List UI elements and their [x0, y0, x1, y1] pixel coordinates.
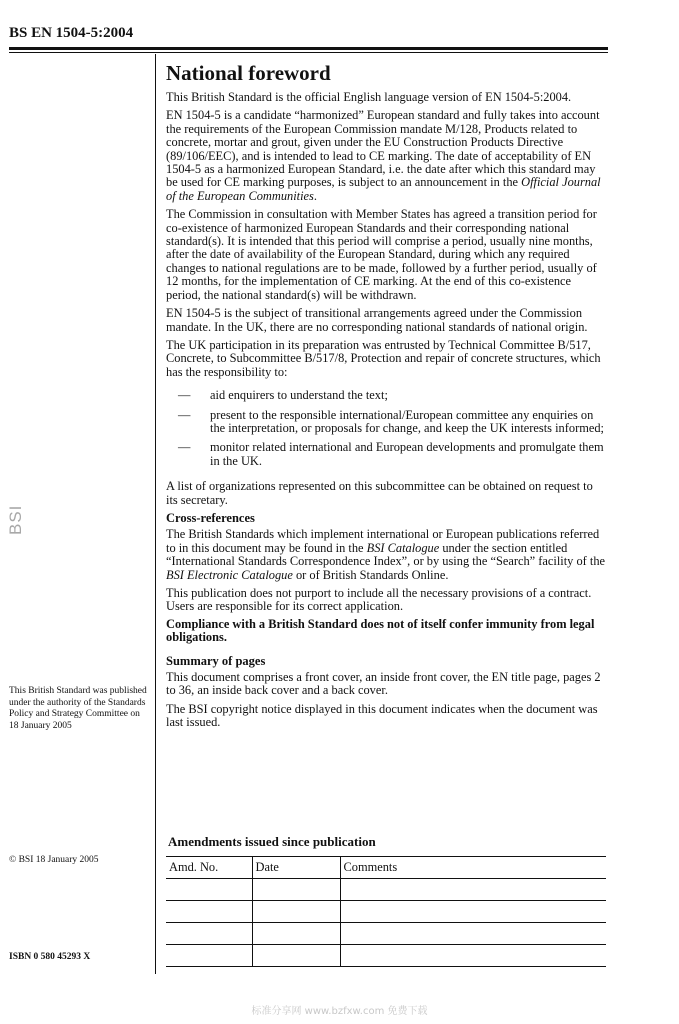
- list-item-text: aid enquirers to understand the text;: [210, 388, 388, 403]
- table-cell: [166, 901, 252, 923]
- table-header-row: [166, 857, 606, 879]
- publication-note: This British Standard was published under the authority of the Standards Policy and Strategy Committee on 18 January 2005: [9, 686, 147, 731]
- copyright-line: © BSI 18 January 2005: [9, 855, 99, 865]
- list-item-text: present to the responsible international/European committee any enquiries on the interpretation, or proposals for change, and keep the UK interests informed;: [210, 407, 604, 435]
- table-cell: [166, 879, 252, 901]
- journal-punct: .: [313, 188, 317, 203]
- table-cell: [340, 879, 606, 901]
- cross-ref-text-c: or of British Standards Online.: [292, 567, 449, 582]
- table-row: [166, 923, 606, 945]
- table-cell: [340, 923, 606, 945]
- column-header-date: Date: [252, 857, 340, 879]
- main-column: [166, 60, 606, 735]
- paragraph-transition-period: The Commission in consultation with Member States has agreed a transition period for co-existence of harmonized European Standards and their corresponding national standard(s). It is intended that this period will comprise a period, usually nine months, after the date of availability of the European Standard, during which any required changes to national regulations are to be made, followed by a further period, usually of 12 months, for the implementation of CE marking. At the end of this co-existence period, the national standard(s) will be withdrawn.: [166, 207, 597, 302]
- paragraph-compliance: Compliance with a British Standard does not of itself confer immunity from legal obligations.: [166, 616, 595, 645]
- table-cell: [252, 901, 340, 923]
- paragraph-organizations: A list of organizations represented on this subcommittee can be obtained on request to its secretary.: [166, 479, 593, 507]
- table-cell: [340, 945, 606, 967]
- list-item: [166, 389, 606, 402]
- paragraph-transitional-arrangements: EN 1504-5 is the subject of transitional arrangements agreed under the Commission mandate. In the UK, there are no corresponding national standards of national origin.: [166, 306, 588, 334]
- list-dash: —: [178, 388, 191, 403]
- paragraph-harmonized-text: EN 1504-5 is a candidate “harmonized” European standard and fully takes into account the requirements of the European Commission mandate M/128, Products related to concrete, mortar and grout, given under the EU Construction Products Directive (89/106/EEC), and is intended to lead to CE marking. The date of acceptability of EN 1504-5 as a harmonized European Standard, i.e. the date after which this standard may be used for CE marking purposes, is subject to an announcement in the: [166, 108, 600, 190]
- cross-ref-text-a: The British Standards which implement international or European publications referred to in this document may be found in the: [166, 527, 600, 555]
- paragraph-summary-pages: This document comprises a front cover, an inside front cover, the EN title page, pages 2 to 36, an inside back cover and a back cover.: [166, 670, 601, 698]
- summary-heading: Summary of pages: [166, 653, 266, 668]
- amendments-title: Amendments issued since publication: [168, 834, 376, 849]
- list-item-text: monitor related international and European developments and promulgate them in the UK.: [210, 440, 604, 468]
- isbn: ISBN 0 580 45293 X: [9, 952, 91, 962]
- document-code-header: BS EN 1504-5:2004: [9, 25, 134, 41]
- table-cell: [166, 923, 252, 945]
- cross-ref-text-b: under the section entitled “International Standards Correspondence Index”, or by using the “Search” facility of the: [166, 540, 606, 569]
- column-header-amd-no: Amd. No.: [166, 857, 252, 879]
- list-item: [166, 441, 606, 468]
- journal-title: Official Journal of the European Communities: [166, 175, 601, 203]
- table-row: [166, 879, 606, 901]
- table-row: [166, 901, 606, 923]
- page-title: National foreword: [166, 61, 331, 85]
- table-cell: [166, 945, 252, 967]
- watermark-footer: 标准分享网 www.bzfxw.com 免费下载: [251, 1006, 428, 1017]
- paragraph-official-version: This British Standard is the official English language version of EN 1504-5:2004.: [166, 90, 572, 104]
- list-item: [166, 409, 606, 436]
- table-cell: [252, 945, 340, 967]
- paragraph-copyright-notice: The BSI copyright notice displayed in this document indicates when the document was last issued.: [166, 701, 598, 730]
- margin-divider: [155, 54, 156, 974]
- table-cell: [252, 879, 340, 901]
- paragraph-uk-participation: The UK participation in its preparation was entrusted by Technical Committee B/517, Concrete, to Subcommittee B/517/8, Protection and repair of concrete structures, which has the responsibility to:: [166, 337, 601, 379]
- header-thick-rule: [9, 47, 608, 50]
- list-dash: —: [178, 440, 191, 455]
- bsi-electronic-catalogue: BSI Electronic Catalogue: [166, 567, 293, 582]
- table-row: [166, 945, 606, 967]
- bsi-catalogue: BSI Catalogue: [366, 540, 440, 555]
- bsi-side-label: BSI: [6, 504, 25, 535]
- header-thin-rule: [9, 52, 608, 53]
- cross-references-heading: Cross-references: [166, 510, 255, 525]
- table-cell: [252, 923, 340, 945]
- amendments-table: [166, 856, 606, 967]
- table-cell: [340, 901, 606, 923]
- paragraph-contract-provisions: This publication does not purport to include all the necessary provisions of a contract. Users are responsible for its correct application.: [166, 586, 592, 614]
- responsibility-list: [166, 389, 606, 468]
- paragraph-harmonized: [166, 109, 606, 203]
- list-dash: —: [178, 407, 191, 422]
- column-header-comments: Comments: [340, 857, 606, 879]
- paragraph-cross-references: [166, 528, 606, 582]
